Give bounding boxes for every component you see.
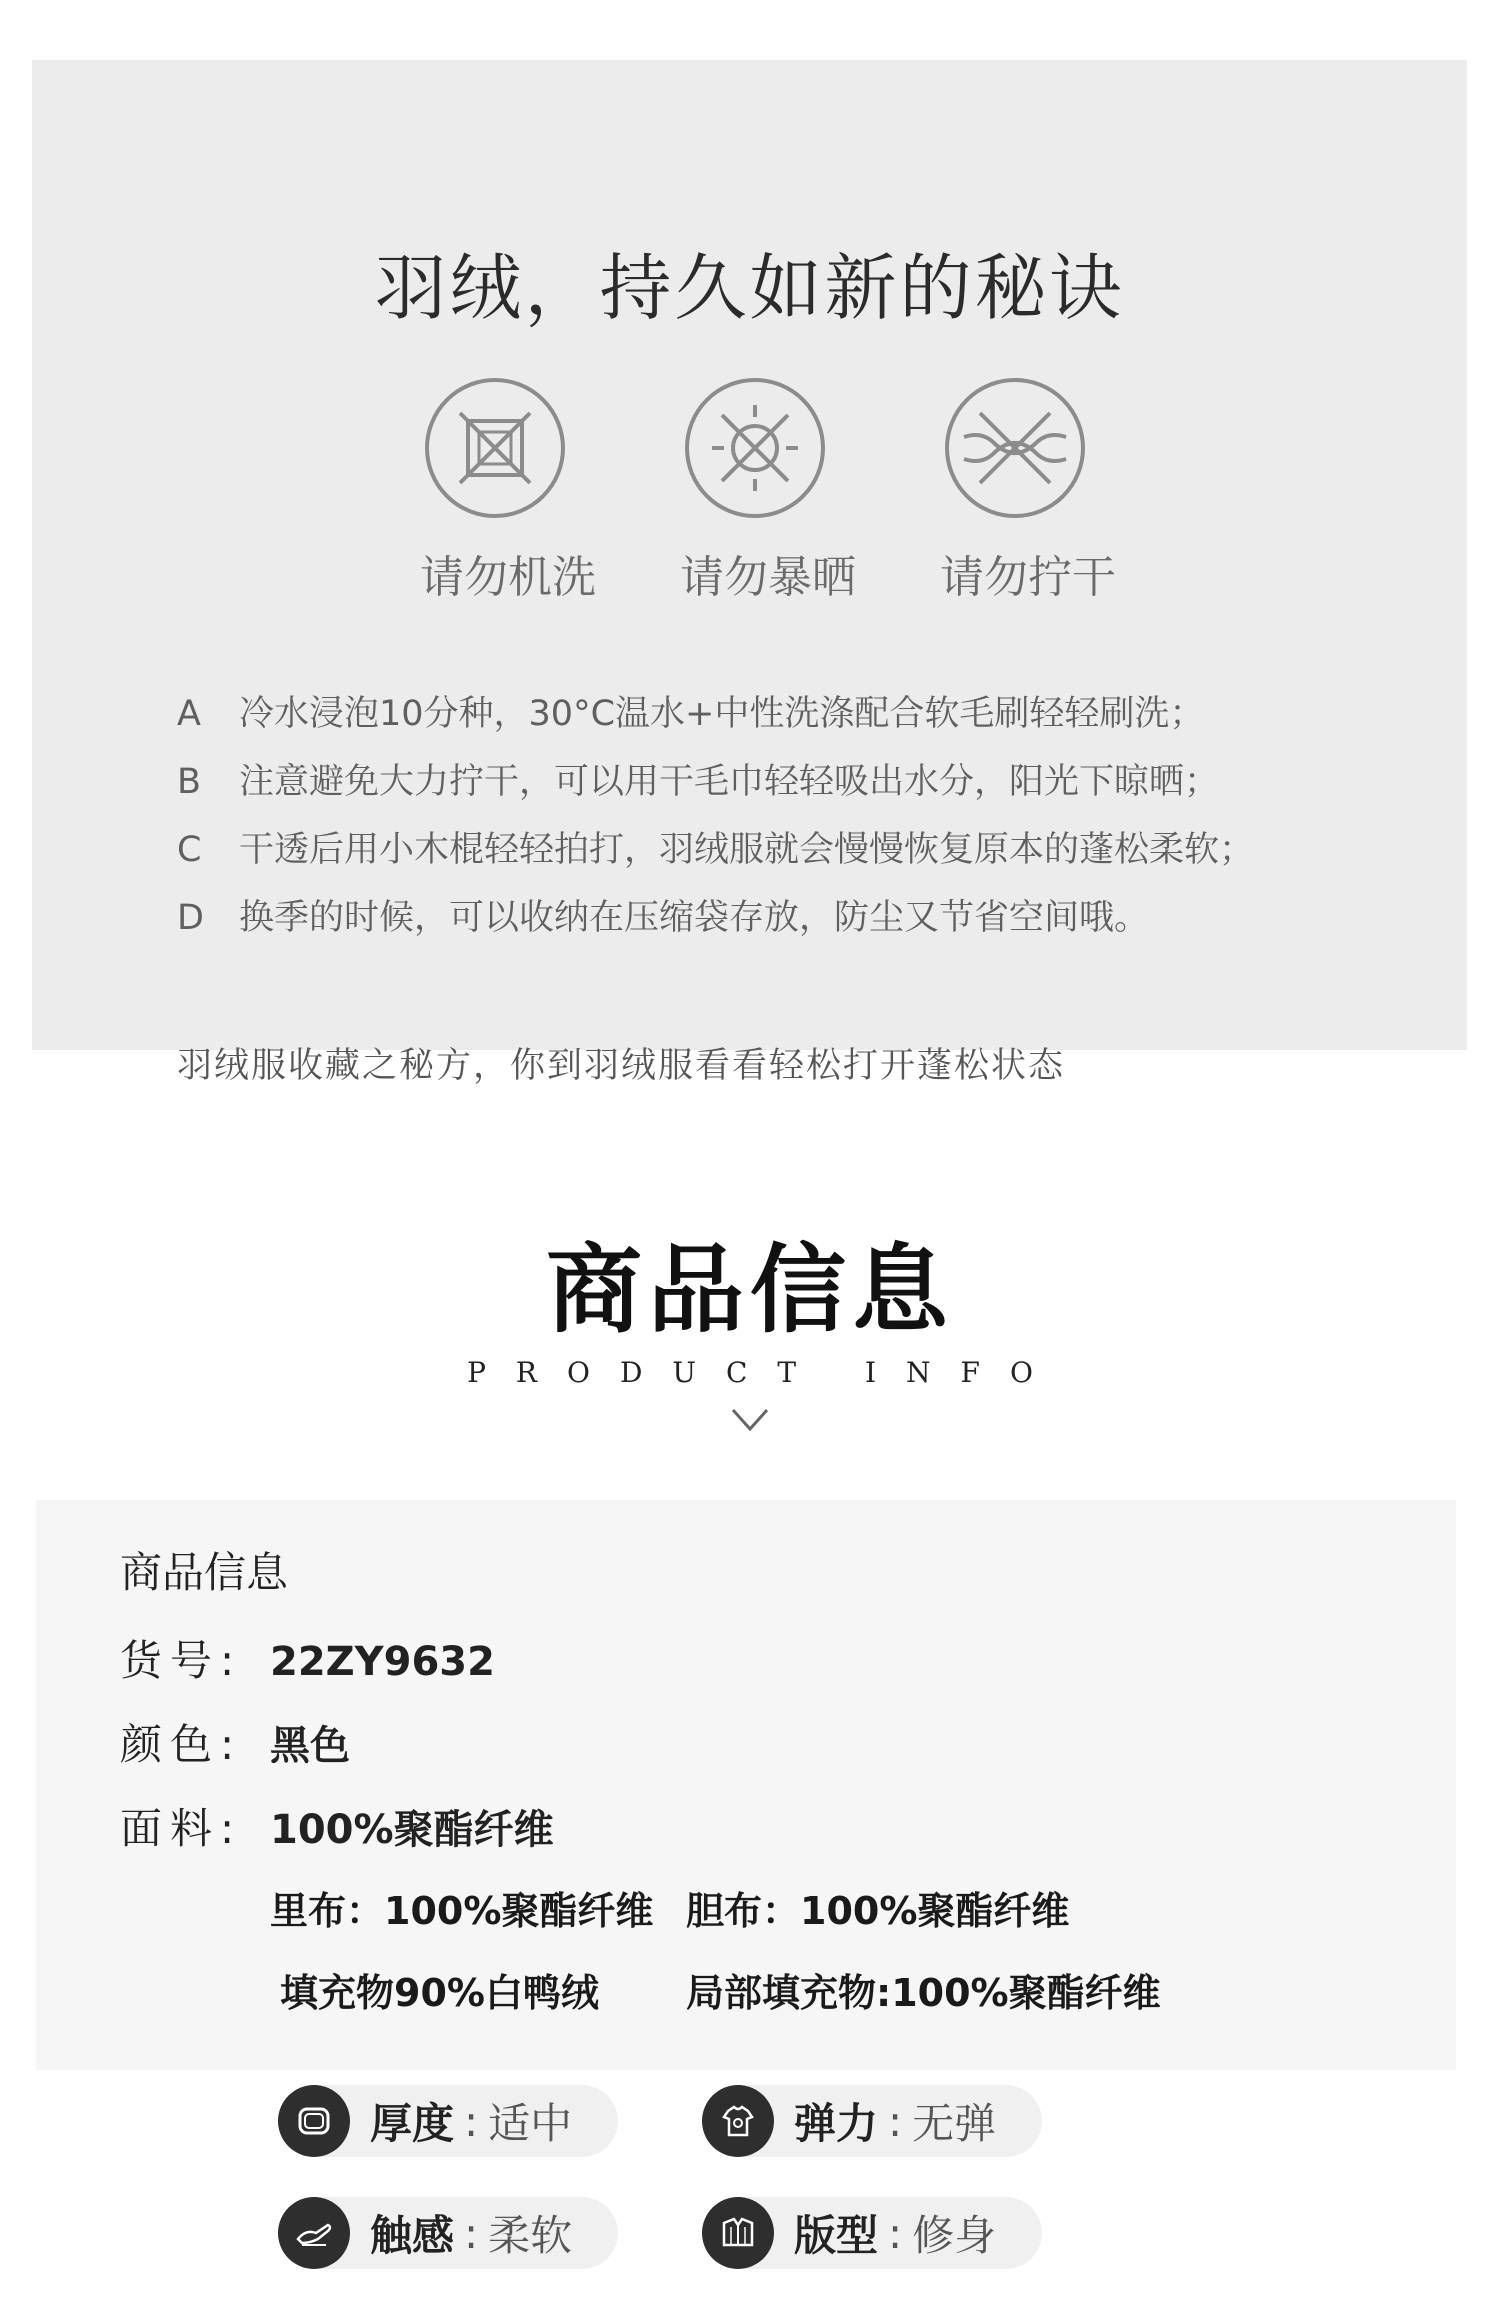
care-icon-label: 请勿机洗	[420, 552, 596, 603]
attribute-pill	[278, 2197, 618, 2269]
lining-text: 里布：100%聚酯纤维	[270, 1889, 654, 1933]
fabric-label: 面料:	[120, 1804, 243, 1853]
care-icon-label: 请勿拧干	[940, 552, 1116, 603]
attribute-label: 触感	[370, 2211, 455, 2260]
care-title: 羽绒，持久如新的秘诀	[374, 246, 1125, 330]
tip-letter: A	[177, 694, 201, 734]
attribute-value: 修身	[912, 2211, 997, 2260]
attribute-pill	[702, 2085, 1042, 2157]
product-info-subtitle: PRODUCT INFO	[467, 1356, 1063, 1389]
touch-icon	[278, 2197, 350, 2269]
attribute-pills	[0, 2085, 1500, 2322]
filling-text: 填充物90%白鸭绒	[280, 1971, 599, 2015]
details-title: 商品信息	[120, 1548, 289, 1597]
attribute-pill	[702, 2197, 1042, 2269]
tip-letter: C	[177, 830, 202, 870]
tip-text: 冷水浸泡10分种，30°C温水+中性洗涤配合软毛刷轻轻刷洗；	[239, 694, 1205, 734]
article-number-label: 货号:	[120, 1636, 243, 1685]
care-tip	[177, 816, 1254, 884]
product-info-title: 商品信息	[546, 1234, 954, 1346]
care-section	[32, 60, 1467, 1086]
care-tip	[177, 680, 1254, 748]
elasticity-icon	[702, 2085, 774, 2157]
chevron-down-icon	[730, 1407, 770, 1433]
cut-off-text: 羽绒服收藏之秘方，你到羽绒服看看轻松打开蓬松状态	[177, 1046, 1066, 1086]
attribute-value: 适中	[488, 2099, 573, 2148]
no-machine-wash-icon	[422, 375, 568, 521]
attribute-label: 弹力	[794, 2099, 879, 2148]
no-wring-icon	[942, 375, 1088, 521]
care-icon-item	[420, 375, 596, 605]
attribute-separator: :	[888, 2208, 903, 2258]
color-label: 颜色:	[120, 1720, 243, 1769]
fabric-row	[120, 1796, 554, 1856]
partial-filling-text: 局部填充物:100%聚酯纤维	[686, 1971, 1161, 2015]
attribute-separator: :	[888, 2096, 903, 2146]
care-tips-list	[177, 680, 1254, 952]
fabric-value: 100%聚酯纤维	[270, 1807, 554, 1853]
attribute-pill	[278, 2085, 618, 2157]
color-row	[120, 1712, 350, 1772]
tip-text: 注意避免大力拧干，可以用干毛巾轻轻吸出水分，阳光下晾晒；	[239, 762, 1220, 802]
article-number-value: 22ZY9632	[270, 1639, 495, 1685]
product-info-header	[0, 1230, 1500, 1433]
product-details	[36, 1500, 1456, 2070]
care-icon-item	[940, 375, 1116, 605]
attribute-label: 厚度	[370, 2099, 455, 2148]
tip-letter: D	[177, 898, 204, 938]
attribute-separator: :	[464, 2096, 479, 2146]
care-tip	[177, 748, 1254, 816]
article-number-row	[120, 1628, 495, 1688]
color-value: 黑色	[270, 1723, 350, 1769]
no-sun-exposure-icon	[682, 375, 828, 521]
tip-text: 干透后用小木棍轻轻拍打，羽绒服就会慢慢恢复原本的蓬松柔软；	[239, 830, 1255, 870]
tip-text: 换季的时候，可以收纳在压缩袋存放，防尘又节省空间哦。	[239, 898, 1150, 938]
tip-letter: B	[177, 762, 202, 802]
attribute-value: 无弹	[912, 2099, 997, 2148]
attribute-value: 柔软	[488, 2211, 573, 2260]
attribute-label: 版型	[794, 2211, 879, 2260]
care-tip	[177, 884, 1254, 952]
fit-icon	[702, 2197, 774, 2269]
care-icon-label: 请勿暴晒	[680, 552, 856, 603]
inner-lining-text: 胆布：100%聚酯纤维	[686, 1889, 1070, 1933]
thickness-icon	[278, 2085, 350, 2157]
care-icon-item	[680, 375, 856, 605]
attribute-separator: :	[464, 2208, 479, 2258]
